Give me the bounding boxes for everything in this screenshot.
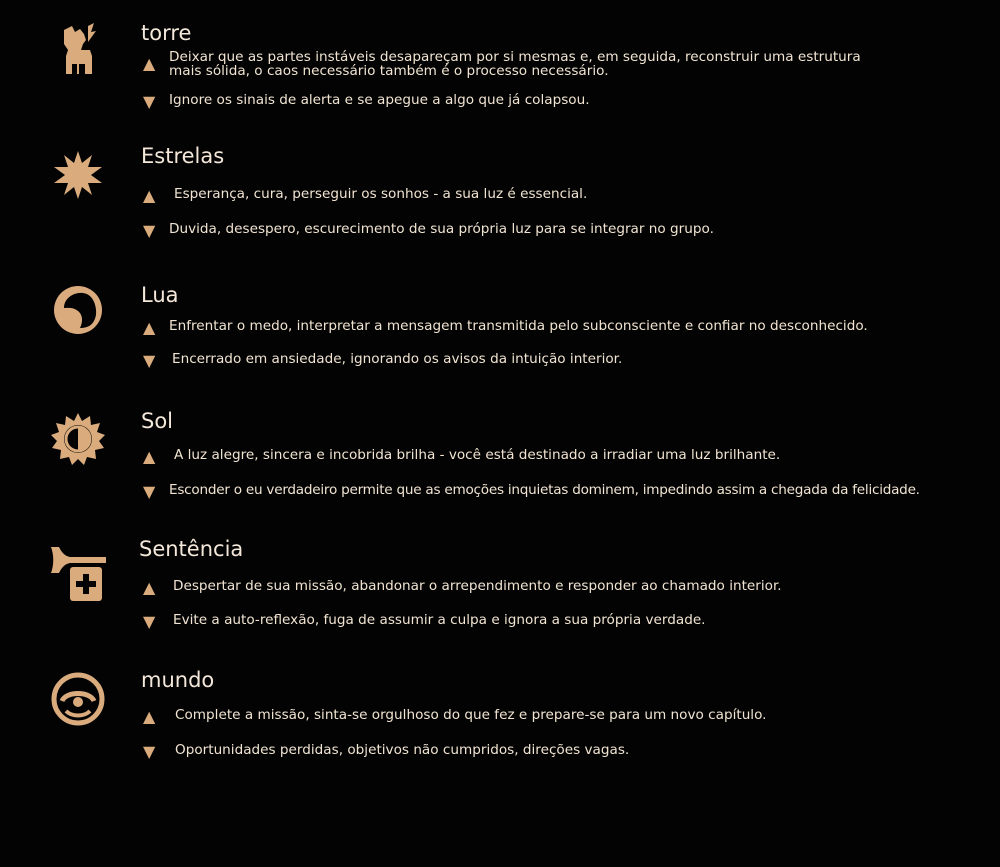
reversed-text: Esconder o eu verdadeiro permite que as emoções inquietas dominem, impedindo assim a chegada da felicidade.	[169, 482, 920, 498]
arrow-down-icon: ▼	[143, 482, 156, 501]
upright-text: Esperança, cura, perseguir os sonhos - a sua luz é essencial.	[174, 186, 588, 202]
star-icon	[50, 147, 106, 203]
arrow-down-icon: ▼	[143, 351, 156, 370]
reversed-meaning	[143, 222, 714, 239]
reversed-text: Encerrado em ansiedade, ignorando os avisos da intuição interior.	[172, 351, 623, 367]
card-title: torre	[141, 21, 192, 45]
upright-meaning	[143, 448, 780, 465]
card-title: Sol	[141, 409, 174, 433]
reversed-meaning	[143, 93, 590, 110]
arrow-up-icon: ▲	[143, 707, 156, 726]
reversed-text: Ignore os sinais de alerta e se apegue a algo que já colapsou.	[169, 92, 590, 108]
sun-icon	[50, 411, 106, 467]
reversed-meaning	[143, 483, 920, 500]
arrow-down-icon: ▼	[143, 742, 156, 761]
arrow-up-icon: ▲	[143, 447, 156, 466]
arrow-down-icon: ▼	[143, 221, 156, 240]
reversed-text: Oportunidades perdidas, objetivos não cumpridos, direções vagas.	[175, 742, 630, 758]
upright-text: Complete a missão, sinta-se orgulhoso do que fez e prepare-se para um novo capítulo.	[175, 707, 767, 723]
reversed-text: Duvida, desespero, escurecimento de sua própria luz para se integrar no grupo.	[169, 221, 714, 237]
upright-meaning	[143, 708, 766, 725]
upright-meaning	[143, 319, 868, 336]
reversed-text: Evite a auto-reflexão, fuga de assumir a culpa e ignora a sua própria verdade.	[173, 612, 706, 628]
upright-text: Enfrentar o medo, interpretar a mensagem transmitida pelo subconsciente e confiar no desconhecido.	[169, 318, 868, 334]
arrow-down-icon: ▼	[143, 92, 156, 111]
upright-text: Deixar que as partes instáveis desapareçam por si mesmas e, em seguida, reconstruir uma estrutura mais sólida, o caos necessário também é o processo necessário.	[169, 49, 861, 79]
reversed-meaning	[143, 352, 622, 369]
upright-meaning	[143, 187, 587, 204]
arrow-down-icon: ▼	[143, 612, 156, 631]
card-title: Estrelas	[141, 144, 225, 168]
upright-text: A luz alegre, sincera e incobrida brilha - você está destinado a irradiar uma luz brilhante.	[174, 447, 781, 463]
tower-icon	[50, 20, 106, 76]
card-title: mundo	[141, 668, 215, 692]
arrow-up-icon: ▲	[143, 186, 156, 205]
card-title: Sentência	[139, 537, 244, 561]
upright-text: Despertar de sua missão, abandonar o arrependimento e responder ao chamado interior.	[173, 578, 782, 594]
trumpet-icon	[50, 545, 106, 601]
card-title: Lua	[141, 283, 179, 307]
arrow-up-icon: ▲	[143, 54, 156, 73]
upright-meaning	[143, 579, 782, 596]
moon-icon	[50, 282, 106, 338]
world-icon	[50, 671, 106, 727]
arrow-up-icon: ▲	[143, 318, 156, 337]
reversed-meaning	[143, 613, 706, 630]
reversed-meaning	[143, 743, 629, 760]
arrow-up-icon: ▲	[143, 578, 156, 597]
upright-meaning	[143, 50, 861, 78]
